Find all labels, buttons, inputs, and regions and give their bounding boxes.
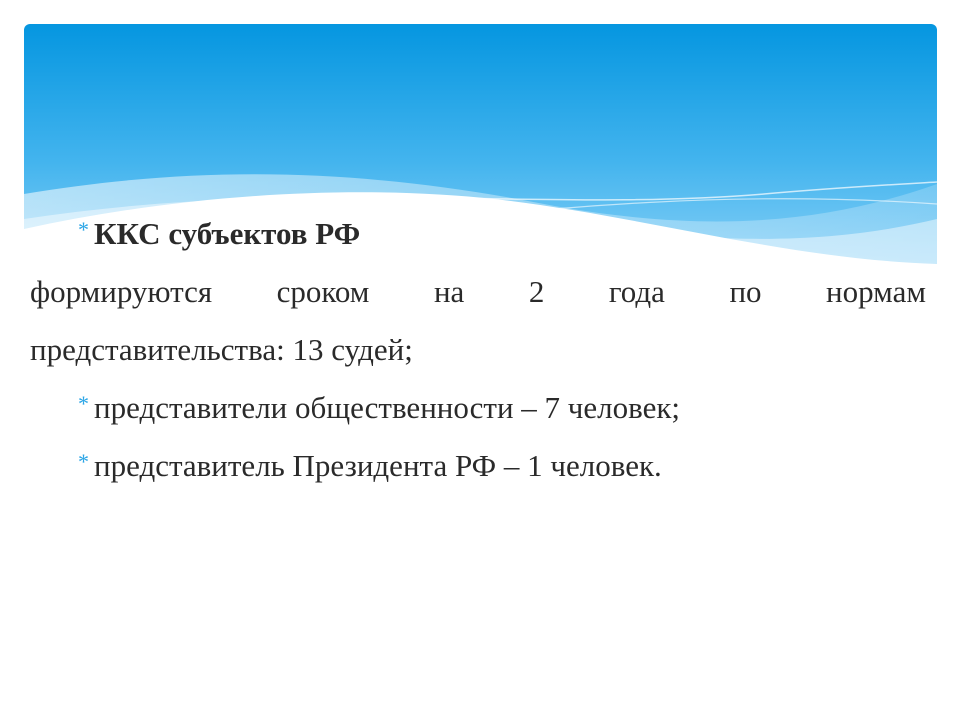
list-item-title: ККС субъектов РФ <box>94 216 361 251</box>
paragraph-line <box>30 263 926 321</box>
word: сроком <box>276 274 370 309</box>
list-item-text: представители общественности – 7 человек; <box>94 390 681 425</box>
list-item-text: представитель Президента РФ – 1 человек. <box>94 448 662 483</box>
slide-body <box>30 205 926 495</box>
list-item <box>30 379 926 437</box>
asterisk-bullet-icon: * <box>78 217 89 242</box>
list-item <box>30 205 926 263</box>
paragraph-line <box>30 321 926 379</box>
paragraph-text: представительства: 13 судей; <box>30 332 413 367</box>
word: года <box>608 274 665 309</box>
word: нормам <box>826 274 926 309</box>
word: по <box>729 274 762 309</box>
word: 2 <box>528 274 545 309</box>
word: на <box>433 274 465 309</box>
asterisk-bullet-icon: * <box>78 449 89 474</box>
word: формируются <box>30 274 213 309</box>
list-item <box>30 437 926 495</box>
asterisk-bullet-icon: * <box>78 391 89 416</box>
